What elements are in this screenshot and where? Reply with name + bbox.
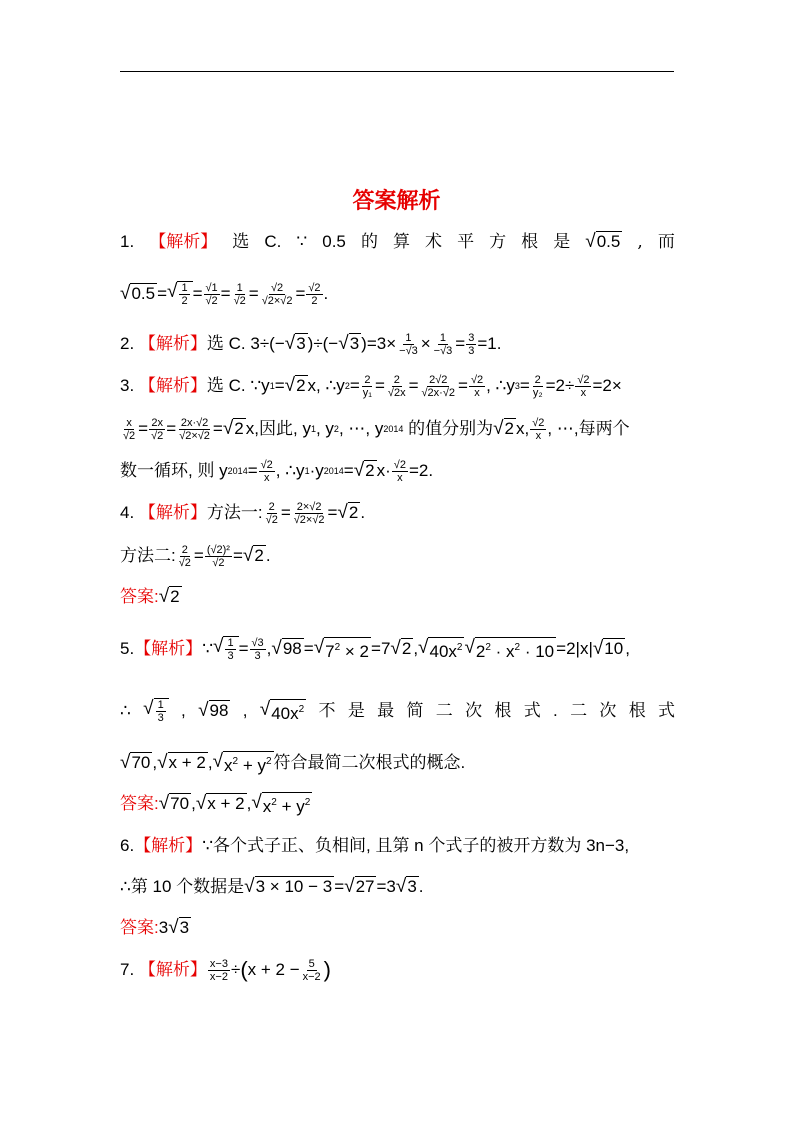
q3-line-2: $\frac{x}{√2}$ = $\frac{2x}{√2}$ = $\frac{2x\cdot√2}{√2\times√2}$ = √ 2 x, 因此, y 1 , y 2 , ⋯, y 2014 的值分别为 √ 2 x, $\frac{√2}{x}$ , ⋯, 每两个 [123, 416, 630, 442]
q3-line-3: 数一循环, 则 y 2014 = $\frac{√2}{x}$ , ∴y 1 ·y 2014 = √ 2 x· $\frac{√2}{x}$ =2. [120, 458, 434, 484]
q1-line-1: 1. 【解析】 选 C. ∵ 0.5 的 算 术 平 方 根 是 √ 0.5 , 而 [120, 225, 675, 259]
q5-line-1: 5. 【解析】 ∵ √ $\frac{1}{3}$ = $\frac{√3}{3}$ , √ 98 = √ $7^2 \times 2$ =7 √ 2 , √ $40x^2$ √ $2^2 \cdot x^2 \cdot 10$ =2|x| √ 10 , [120, 636, 630, 662]
q2-line: 2. 【解析】 选 C. 3÷ (− √ 3 )÷(− √ 3 )=3× $\frac{1}{-√3}$ × $\frac{1}{-√3}$ = $\frac{3}{3}$ =1. [120, 331, 502, 357]
q7-line-1: 7. 【解析】 $\frac{x-3}{x-2}$ ÷ ( x + 2 − $\frac{5}{x-2}$ ) [120, 957, 331, 983]
q3-line-1: 3. 【解析】 选 C. ∵y 1 = √ 2 x, ∴y 2 = $\frac{2}{\text{y₁}}$ = $\frac{2}{√2x}$ = $\frac{2√2}{√2x\cdot√2}$ = $\frac{√2}{x}$ , ∴y 3 = $\frac{2}{\text{y₂}}$ =2÷ $\frac{√2}{x}$ =2× [120, 373, 622, 399]
header-rule [120, 71, 674, 72]
q4-answer: 答案: √ 2 [120, 586, 180, 607]
q6-answer: 答案: 3 √ 3 [120, 917, 190, 938]
q4-line-2: 方法二: $\frac{2}{√2}$ = $\frac{\text{(√2)²}}{√2}$ = √ 2 . [120, 543, 271, 569]
q5-line-3: √ 70 , √ x + 2 , √ $x^2 + y^2$ 符合最简二次根式的概念. [120, 750, 466, 775]
q5-line-2: ∴ √ $\frac{1}{3}$ , √ 98 , √ $40x^2$ 不 是 最 简 二 次 根 式 . 二 次 根 式 [120, 698, 675, 724]
page-title: 答案解析 [352, 189, 441, 214]
q5-answer: 答案: √ 70 , √ x + 2 , √ $x^2 + y^2$ [120, 791, 311, 816]
q1-line-2: √ 0.5 = √ $\frac{1}{2}$ = $\frac{√1}{√2}$ = $\frac{1}{√2}$ = $\frac{√2}{√2\times√2}$ = $\frac{√2}{2}$ . [120, 281, 329, 307]
q6-line-1: 6. 【解析】 ∵各个式子正、负相间, 且第 n 个式子的被开方数为 3n−3, [120, 836, 630, 855]
analysis-tag: 【解析】 [149, 232, 218, 252]
math-sqrt: √ 0.5 [585, 231, 621, 252]
q6-line-2: ∴第 10 个数据是 √ 3 × 10 − 3 = √ 27 =3 √ 3 . [120, 876, 424, 897]
q4-line-1: 4. 【解析】 方法一: $\frac{2}{√2}$ = $\frac{2\times√2}{√2\times√2}$ = √ 2 . [120, 500, 366, 526]
